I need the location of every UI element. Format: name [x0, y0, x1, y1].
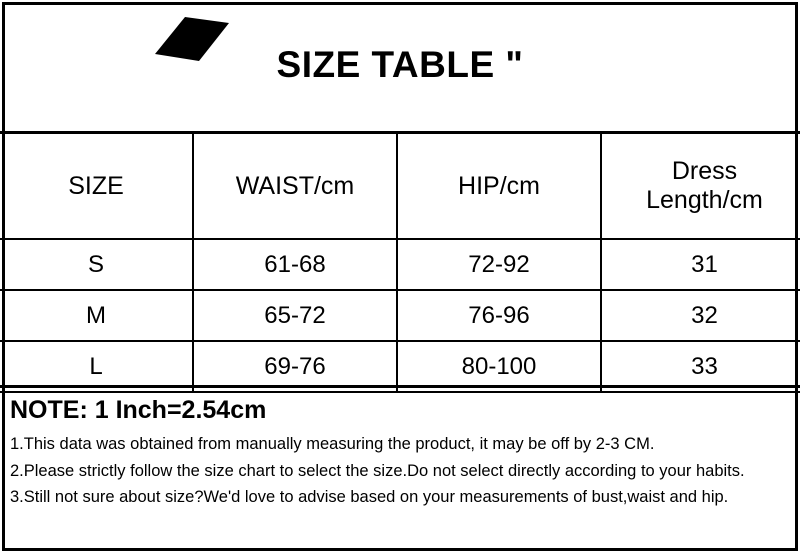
notes-title: NOTE: 1 Inch=2.54cm: [10, 396, 267, 424]
cell-hip: 80-100: [397, 341, 601, 392]
table-row: [0, 290, 800, 341]
column-header-dress-length-line1: Dress: [671, 157, 738, 185]
cell-dress-length: 33: [601, 341, 800, 392]
column-header-hip: HIP/cm: [397, 134, 601, 239]
page-title: SIZE TABLE ": [276, 44, 524, 85]
cell-hip: 72-92: [397, 239, 601, 290]
column-header-dress-length: [601, 134, 800, 239]
table-row: [0, 239, 800, 290]
cell-dress-length: 31: [601, 239, 800, 290]
column-header-waist: WAIST/cm: [193, 134, 397, 239]
cell-size: L: [0, 341, 193, 392]
note-line-1: 1.This data was obtained from manually measuring the product, it may be off by 2-3 CM.: [10, 435, 655, 453]
note-line-2: 2.Please strictly follow the size chart to select the size.Do not select directly according to your habits.: [10, 461, 745, 480]
column-header-dress-length-line2: Length/cm: [646, 186, 763, 214]
cell-waist: 65-72: [193, 290, 397, 341]
cell-dress-length: 32: [601, 290, 800, 341]
note-line-3: 3.Still not sure about size?We'd love to advise based on your measurements of bust,waist and hip.: [10, 488, 729, 507]
chart-header: [0, 0, 800, 134]
notes-section: [0, 385, 800, 511]
table-header-row: [0, 134, 800, 239]
cell-size: M: [0, 290, 193, 341]
column-header-size: SIZE: [0, 134, 193, 239]
cell-waist: 61-68: [193, 239, 397, 290]
size-table: [0, 134, 800, 393]
cell-waist: 69-76: [193, 341, 397, 392]
cell-hip: 76-96: [397, 290, 601, 341]
cell-size: S: [0, 239, 193, 290]
